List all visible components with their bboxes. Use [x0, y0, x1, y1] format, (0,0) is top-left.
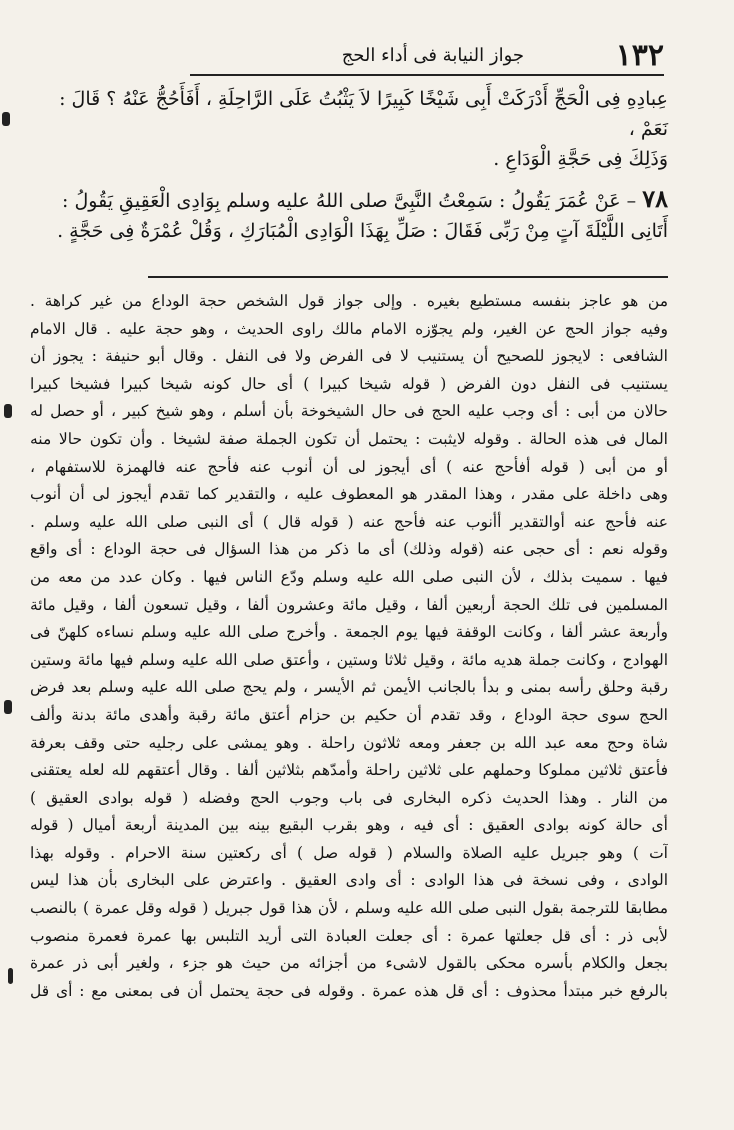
commentary-line: وفيه جواز الحج عن الغير، ولم يجوّزه الامام مالك راوى الحديث ، وهو حجة عليه . قال الامام	[30, 319, 668, 338]
commentary-line: عنه فأحج عنه أوالتقدير أأنوب عنه فأحج عنه ( قوله قال ) أى النبى صلى الله عليه وسلم .	[30, 512, 668, 531]
commentary-line: وهى داخلة على مقدر ، وهذا المقدر هو المعطوف عليه ، والتقدير كما تقدم أيجوز لى أن أنوب	[30, 485, 668, 504]
hadith-line: أَتَانِى اللَّيْلَةَ آتٍ مِنْ رَبِّى فَقَالَ : صَلِّ بِهَذَا الْوَادِى الْمُبَارَكِ ، وَقُلْ عُمْرَةٌ فِى حَجَّةٍ .	[57, 220, 668, 242]
commentary-line: الهوادج ، وكانت جملة هديه مائة ، وقيل ثلاثا وستين ، وأعتق صلى الله عليه وسلم فيها مائة وستين	[30, 650, 668, 669]
main-line: عِبادِهِ فِى الْحَجِّ أَدْرَكَتْ أَبِى شَيْخًا كَبِيرًا لاَ يَثْبُتُ عَلَى الرَّاحِلَةِ ، أَفَأَحُجُّ عَنْهُ ؟ قَالَ : نَعَمْ ،	[59, 88, 668, 140]
hadith-text	[40, 84, 668, 246]
hadith-dash: –	[620, 190, 637, 212]
commentary-line: لأبى ذر : أى قل جعلتها عمرة : أى جعلت العبادة التى أريد التلبس بها عمرة فعمرة منصوب	[30, 926, 668, 945]
commentary	[30, 288, 668, 1005]
commentary-line: المال فى هذه الحالة . وقوله لايثبت : يحتمل أن تكون الجملة صفة لشيخا . وأن تكون حالا منه	[30, 429, 668, 448]
commentary-line: من هو عاجز بنفسه مستطيع بغيره . وإلى جواز قول الشخص حجة الوداع من غير كراهة .	[30, 292, 668, 310]
commentary-line: آت ) وهو جبريل عليه الصلاة والسلام ( قوله صل ) أى ركعتين سنة الاحرام . وقوله بهذا	[30, 843, 668, 862]
commentary-line: حالان من أبى : أى وجب عليه الحج فى حال الشيخوخة بأن أسلم ، وهو شيخ كبير ، أو حصل له	[30, 402, 668, 421]
commentary-line: الوادى ، وفى نسخة فى هذا الوادى : أى وادى العقيق . واعترض على البخارى بأن هذا ليس	[30, 871, 668, 890]
commentary-line: الحج سوى حجة الوداع ، وقد تقدم أن حكيم بن حزام أعتق مائة رقبة وأهدى مائة بدنة وألف	[30, 705, 668, 724]
commentary-line: شاة وحج معه عبد الله بن جعفر ومعه ثلاثون راحلة . وهو يمشى على رجليه حتى وقف بعرفة	[30, 733, 668, 752]
commentary-line: يستنيب فى النفل دون الفرض ( قوله شيخا كبيرا ) أى حال كونه شيخا كبيرا فشيخا كبيرا	[30, 374, 668, 393]
commentary-line: بالرفع خبر مبتدأ محذوف : أى قل هذه عمرة . وقوله فى حجة يحتمل أن فى بمعنى مع : أى قل	[30, 981, 668, 1000]
commentary-line: وأربعة عشر ألفا ، وكانت الوقفة فيها يوم الجمعة . وأخرج صلى الله عليه وسلم نساءه كلهنّ فى	[30, 623, 668, 642]
hadith-line	[40, 184, 668, 216]
commentary-line: الشافعى : لايجوز للصحيح أن يستنيب لا فى الفرض ولا فى النفل . وقال أبو حنيفة : يجوز أن	[30, 347, 668, 366]
margin-mark	[4, 700, 12, 714]
commentary-line: وقوله نعم : أى حجى عنه (قوله وذلك) أى ما ذكر من هذا السؤال فى حجة الوداع : أى واقع	[30, 540, 668, 559]
running-title: جواز النيابة فى أداء الحج	[341, 45, 524, 66]
margin-mark	[8, 968, 13, 984]
commentary-line: مطابقا للترجمة بقول النبى صلى الله عليه وسلم ، لأن هذا قول جبريل ( قوله وقل عمرة ) بالنصب	[30, 899, 668, 918]
commentary-line: بجعل والكلام بأسره محكى بالقول لاشىء من أجزائه من حيث هو جزء ، ولغير أبى ذر عمرة	[30, 954, 668, 973]
page-number: ١٣٢	[615, 38, 664, 73]
commentary-line: من النار . وهذا الحديث ذكره البخارى فى باب وجوب الحج وفضله ( قوله بوادى العقيق )	[30, 788, 668, 807]
hadith-number: ٧٨	[642, 184, 668, 213]
margin-mark	[2, 112, 10, 126]
commentary-line: فيها . سميت بذلك ، لأن النبى صلى الله عليه وسلم ودّع الناس فيها . وكان عدد من معه من	[30, 567, 668, 586]
commentary-line: أو من أبى ( قوله أفأحج عنه ) أى أيجوز لى أن أنوب عنه فأحج عنه فالهمزة للاستفهام ،	[30, 457, 668, 476]
commentary-line: المسلمين فى تلك الحجة أربعين ألفا ، وقيل مائة وعشرون ألفا ، وقيل تسعون ألفا ، وقيل مائة	[30, 595, 668, 614]
hadith-text-line: عَنْ عُمَرَ يَقُولُ : سَمِعْتُ النَّبِىَّ صلى اللهُ عليه وسلم بِوَادِى الْعَقِيقِ يَقُولُ :	[62, 190, 621, 212]
commentary-line: أى حالة كونه بوادى العقيق : أى فيه ، وهو بقرب البقيع بينه بين المدينة أربعة أميال ( قوله	[30, 816, 668, 835]
separator-rule	[148, 276, 668, 278]
main-line: وَذَلِكَ فِى حَجَّةِ الْوَدَاعِ .	[493, 148, 668, 170]
page-header	[190, 38, 664, 76]
margin-mark	[4, 404, 12, 418]
commentary-line: رقبة وحلق رأسه بمنى و بدأ بالجانب الأيمن ثم الأيسر ، ولم يحج صلى الله عليه وسلم بعد فرض	[30, 678, 668, 697]
commentary-line: فأعتق ثلاثين مملوكا وحملهم على ثلاثين راحلة وأمدّهم بثلاثين ألفا . وقال أعتقهم لله لعله يعتقنى	[30, 761, 668, 780]
